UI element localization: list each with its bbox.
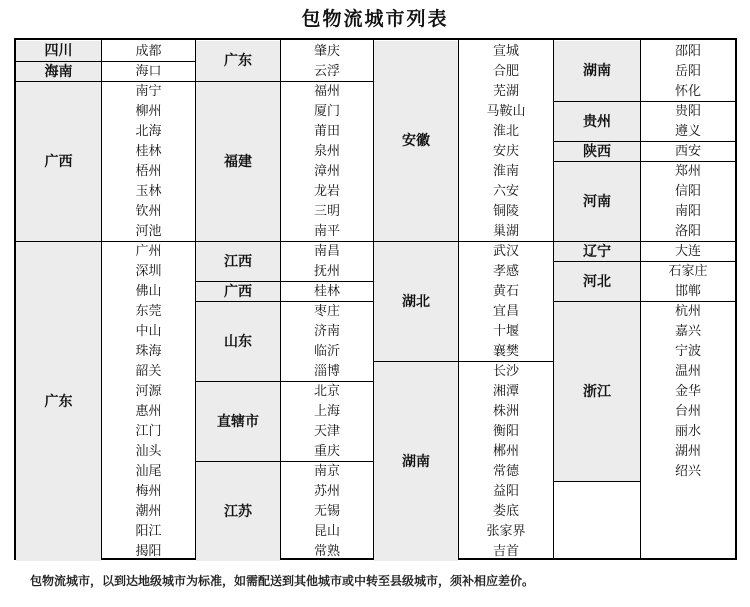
province-column-3 bbox=[374, 40, 459, 558]
city-cell: 北京 bbox=[281, 381, 373, 401]
city-cell: 衡阳 bbox=[492, 423, 519, 439]
city-cell: 重庆 bbox=[313, 443, 340, 459]
province-label: 广西 bbox=[196, 281, 280, 301]
city-cell: 梅州 bbox=[135, 483, 162, 499]
city-column-2 bbox=[281, 40, 374, 558]
city-cell: 韶关 bbox=[135, 363, 162, 379]
city-cell: 嘉兴 bbox=[674, 323, 701, 339]
province-column-1 bbox=[16, 40, 102, 558]
city-cell: 济南 bbox=[313, 323, 340, 339]
footnote: 包物流城市，以到达地级城市为标准，如需配送到其他城市或中转至县级城市，须补相应差价。 bbox=[30, 574, 535, 588]
city-cell: 邯郸 bbox=[674, 283, 701, 299]
city-cell: 杭州 bbox=[641, 301, 735, 321]
city-column-1 bbox=[102, 40, 196, 558]
city-cell: 汕头 bbox=[135, 443, 162, 459]
city-cell: 宣城 bbox=[492, 43, 519, 59]
city-cell: 南平 bbox=[313, 223, 340, 239]
city-cell: 襄樊 bbox=[492, 343, 519, 359]
city-cell: 张家界 bbox=[486, 523, 526, 539]
city-cell: 深圳 bbox=[135, 263, 162, 279]
city-cell: 郑州 bbox=[641, 161, 735, 181]
city-cell: 南昌 bbox=[281, 241, 373, 261]
city-cell: 无锡 bbox=[313, 503, 340, 519]
page-title: 包物流城市列表 bbox=[301, 8, 449, 30]
province-column-4 bbox=[554, 40, 641, 558]
city-cell: 台州 bbox=[674, 403, 701, 419]
city-cell: 天津 bbox=[313, 423, 340, 439]
city-cell: 丽水 bbox=[674, 423, 701, 439]
city-cell: 肇庆 bbox=[313, 43, 340, 59]
city-cell: 大连 bbox=[641, 241, 735, 261]
city-cell: 绍兴 bbox=[674, 463, 701, 479]
province-label: 直辖市 bbox=[196, 381, 280, 461]
province-label: 浙江 bbox=[554, 301, 640, 481]
city-cell: 龙岩 bbox=[313, 183, 340, 199]
province-label: 江苏 bbox=[196, 461, 280, 561]
province-label: 广西 bbox=[16, 81, 101, 241]
city-cell: 揭阳 bbox=[135, 543, 162, 559]
city-cell: 临沂 bbox=[313, 343, 340, 359]
province-label: 陕西 bbox=[554, 141, 640, 161]
city-cell: 金华 bbox=[674, 383, 701, 399]
city-cell: 铜陵 bbox=[492, 203, 519, 219]
city-cell: 河池 bbox=[135, 223, 162, 239]
city-cell: 吉首 bbox=[492, 543, 519, 559]
city-cell: 郴州 bbox=[492, 443, 519, 459]
province-label: 江西 bbox=[196, 241, 280, 281]
city-cell: 柳州 bbox=[135, 103, 162, 119]
province-column-2 bbox=[196, 40, 281, 558]
city-cell: 三明 bbox=[313, 203, 340, 219]
city-cell: 福州 bbox=[281, 81, 373, 101]
city-cell: 益阳 bbox=[492, 483, 519, 499]
city-cell: 长沙 bbox=[459, 361, 553, 381]
city-cell: 淄博 bbox=[313, 363, 340, 379]
city-cell: 十堰 bbox=[492, 323, 519, 339]
province-label: 福建 bbox=[196, 81, 280, 241]
city-table bbox=[14, 38, 737, 560]
city-cell: 淮北 bbox=[492, 123, 519, 139]
city-cell: 钦州 bbox=[135, 203, 162, 219]
city-cell: 东莞 bbox=[135, 303, 162, 319]
city-cell: 湖州 bbox=[674, 443, 701, 459]
city-cell: 马鞍山 bbox=[486, 103, 526, 119]
city-cell: 贵阳 bbox=[641, 101, 735, 121]
city-cell: 桂林 bbox=[135, 143, 162, 159]
city-cell: 武汉 bbox=[459, 241, 553, 261]
city-cell: 广州 bbox=[102, 241, 195, 261]
province-label: 湖南 bbox=[554, 41, 640, 101]
city-cell: 玉林 bbox=[135, 183, 162, 199]
province-label: 贵州 bbox=[554, 101, 640, 141]
city-cell: 石家庄 bbox=[641, 261, 735, 281]
city-cell: 湘潭 bbox=[492, 383, 519, 399]
province-label: 河北 bbox=[554, 261, 640, 301]
city-cell: 佛山 bbox=[135, 283, 162, 299]
city-cell: 宜昌 bbox=[492, 303, 519, 319]
city-cell: 安庆 bbox=[492, 143, 519, 159]
city-cell: 淮南 bbox=[492, 163, 519, 179]
province-label: 广东 bbox=[196, 41, 280, 81]
city-cell: 孝感 bbox=[492, 263, 519, 279]
city-cell: 常德 bbox=[492, 463, 519, 479]
province-label: 湖南 bbox=[374, 361, 458, 561]
city-column-3 bbox=[459, 40, 554, 558]
city-cell: 北海 bbox=[135, 123, 162, 139]
city-cell: 邵阳 bbox=[674, 43, 701, 59]
province-label: 河南 bbox=[554, 161, 640, 241]
city-cell: 西安 bbox=[641, 141, 735, 161]
city-cell: 成都 bbox=[135, 43, 162, 59]
city-cell: 汕尾 bbox=[135, 463, 162, 479]
city-cell: 厦门 bbox=[313, 103, 340, 119]
city-cell: 抚州 bbox=[313, 263, 340, 279]
city-cell: 苏州 bbox=[313, 483, 340, 499]
city-cell: 娄底 bbox=[492, 503, 519, 519]
city-cell: 六安 bbox=[492, 183, 519, 199]
city-cell: 合肥 bbox=[492, 63, 519, 79]
city-cell: 珠海 bbox=[135, 343, 162, 359]
city-cell: 宁波 bbox=[674, 343, 701, 359]
city-cell: 云浮 bbox=[313, 63, 340, 79]
city-cell: 洛阳 bbox=[674, 223, 701, 239]
province-label: 山东 bbox=[196, 301, 280, 381]
city-cell: 南京 bbox=[281, 461, 373, 481]
city-cell: 南宁 bbox=[102, 81, 195, 101]
city-cell: 岳阳 bbox=[674, 63, 701, 79]
city-cell: 上海 bbox=[313, 403, 340, 419]
city-cell: 梧州 bbox=[135, 163, 162, 179]
city-cell: 巢湖 bbox=[492, 223, 519, 239]
city-cell: 漳州 bbox=[313, 163, 340, 179]
city-cell: 南阳 bbox=[674, 203, 701, 219]
city-cell: 中山 bbox=[135, 323, 162, 339]
city-cell: 温州 bbox=[674, 363, 701, 379]
province-label: 四川 bbox=[16, 41, 101, 61]
city-cell: 潮州 bbox=[135, 503, 162, 519]
province-label: 湖北 bbox=[374, 241, 458, 361]
city-cell: 遵义 bbox=[674, 123, 701, 139]
city-cell: 莆田 bbox=[313, 123, 340, 139]
city-cell: 泉州 bbox=[313, 143, 340, 159]
city-cell: 海口 bbox=[102, 61, 195, 81]
city-cell: 黄石 bbox=[492, 283, 519, 299]
city-cell: 河源 bbox=[135, 383, 162, 399]
city-cell: 昆山 bbox=[313, 523, 340, 539]
city-cell: 芜湖 bbox=[492, 83, 519, 99]
city-cell: 常熟 bbox=[313, 543, 340, 559]
city-cell: 惠州 bbox=[135, 403, 162, 419]
city-cell: 信阳 bbox=[674, 183, 701, 199]
province-label: 广东 bbox=[16, 241, 101, 561]
province-label: 海南 bbox=[16, 61, 101, 81]
city-cell: 怀化 bbox=[674, 83, 701, 99]
city-cell: 桂林 bbox=[281, 281, 373, 301]
city-column-4 bbox=[641, 40, 735, 558]
city-cell: 阳江 bbox=[135, 523, 162, 539]
city-cell: 江门 bbox=[135, 423, 162, 439]
empty-cell bbox=[554, 481, 640, 558]
city-cell: 枣庄 bbox=[281, 301, 373, 321]
province-label: 安徽 bbox=[374, 41, 458, 241]
city-cell: 株洲 bbox=[492, 403, 519, 419]
province-label: 辽宁 bbox=[554, 241, 640, 261]
